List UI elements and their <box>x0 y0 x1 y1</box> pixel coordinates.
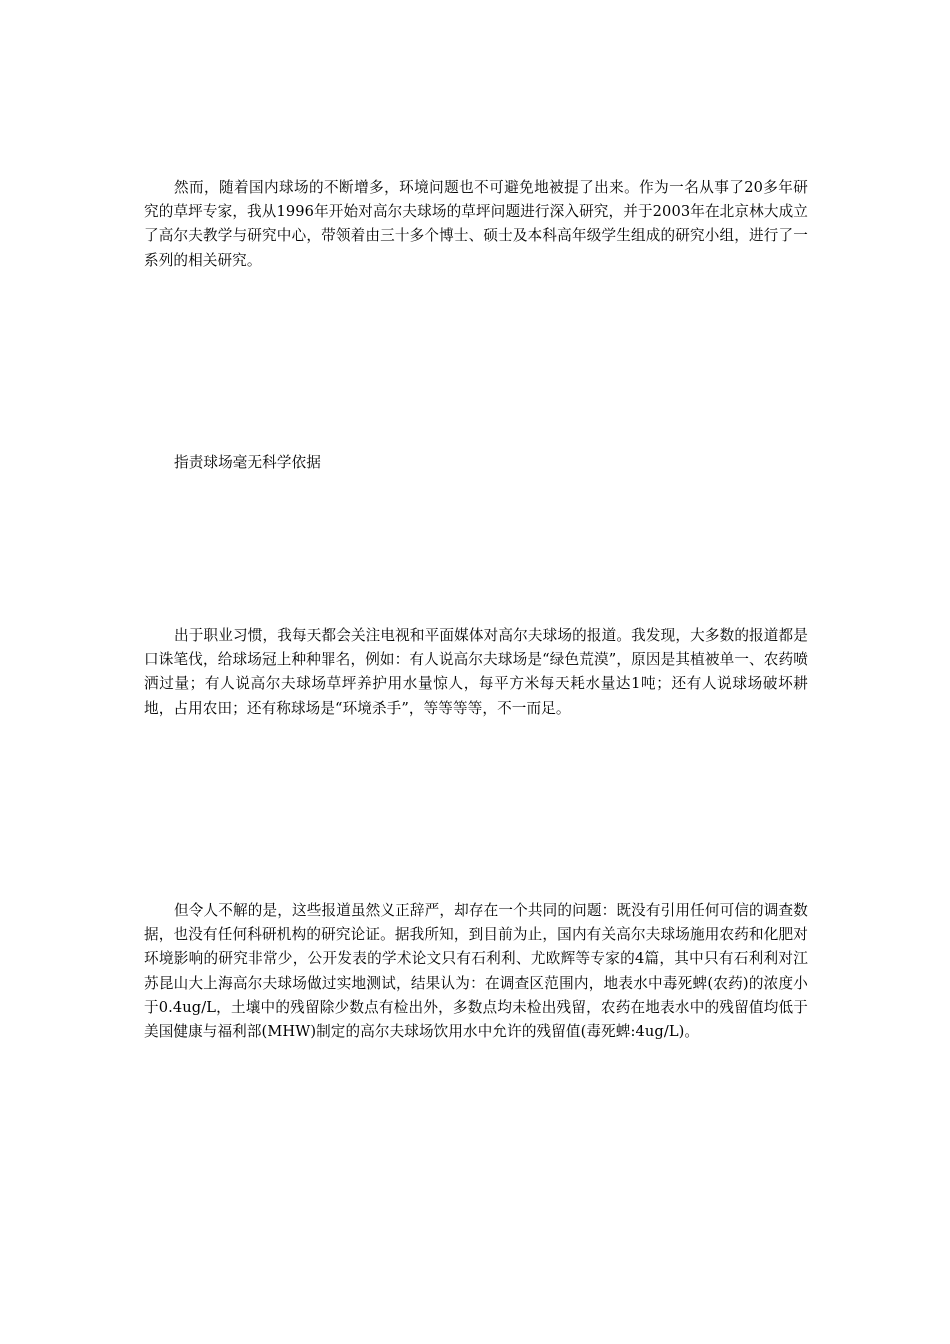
section-heading: 指责球场毫无科学依据 <box>174 454 321 471</box>
paragraph-intro: 然而，随着国内球场的不断增多，环境问题也不可避免地被提了出来。作为一名从事了20多年研究的草坪专家，我从1996年开始对高尔夫球场的草坪问题进行深入研究，并于2003年在北京林大成立了高尔夫教学与研究中心，带领着由三十多个博士、硕士及本科高年级学生组成的研究小组，进行了一系列的相关研究。 <box>144 179 808 269</box>
paragraph-research-findings: 但令人不解的是，这些报道虽然义正辞严，却存在一个共同的问题：既没有引用任何可信的调查数据，也没有任何科研机构的研究论证。据我所知，到目前为止，国内有关高尔夫球场施用农药和化肥对环境影响的研究非常少，公开发表的学术论文只有石利利、尤欧辉等专家的4篇，其中只有石利利对江苏昆山大上海高尔夫球场做过实地测试，结果认为：在调查区范围内，地表水中毒死蜱(农药)的浓度小于0.4ug/L，土壤中的残留除少数点有检出外，多数点均未检出残留，农药在地表水中的残留值均低于美国健康与福利部(MHW)制定的高尔夫球场饮用水中允许的残留值(毒死蜱:4ug/L)。 <box>144 902 808 1041</box>
paragraph-media-reports: 出于职业习惯，我每天都会关注电视和平面媒体对高尔夫球场的报道。我发现，大多数的报道都是口诛笔伐，给球场冠上种种罪名，例如：有人说高尔夫球场是“绿色荒漠”，原因是其植被单一、农药喷洒过量；有人说高尔夫球场草坪养护用水量惊人，每平方米每天耗水量达1吨；还有人说球场破坏耕地，占用农田；还有称球场是“环境杀手”，等等等等，不一而足。 <box>144 627 808 717</box>
